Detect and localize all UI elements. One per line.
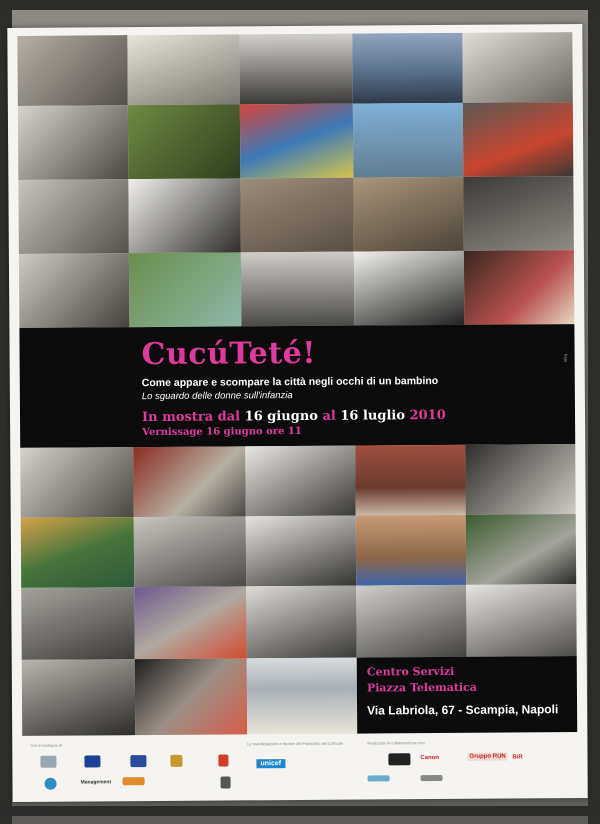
gruppo-logo: Gruppo RUN xyxy=(467,753,507,761)
sponsor-logo xyxy=(123,777,145,785)
comune-logo xyxy=(218,754,228,766)
venue-address: Via Labriola, 67 - Scampia, Napoli xyxy=(367,702,559,718)
photo-fountain xyxy=(353,103,464,178)
photo-street-people xyxy=(240,178,354,253)
photo-baby-bw xyxy=(18,105,129,180)
photo-sea xyxy=(352,33,462,104)
dates-part: In mostra dal xyxy=(141,409,245,426)
footer-label-right: Realizzato in collaborazione con xyxy=(367,740,425,746)
photo-child-ground xyxy=(22,659,136,736)
region-logo xyxy=(130,755,146,767)
photo-man-bicycle xyxy=(133,446,245,517)
eu-flag-logo xyxy=(84,755,100,767)
dates-part: 16 giugno xyxy=(244,408,318,425)
photo-car-kids xyxy=(135,658,248,735)
sponsor-logo xyxy=(45,778,57,790)
poster-subtitle: Come appare e scompare la città negli occhi di un bambino xyxy=(141,375,439,390)
photo-girl-blonde xyxy=(134,586,246,659)
dates-part: al xyxy=(317,408,341,424)
poster-title: CucúTeté! xyxy=(141,335,317,373)
photo-woman-bw xyxy=(245,446,355,517)
venue-block xyxy=(357,656,578,734)
photo-boy-bike xyxy=(246,516,356,587)
photo-statue xyxy=(21,587,134,660)
unicef-logo: unicef xyxy=(256,759,285,768)
photo-girl-gate xyxy=(465,444,575,515)
photo-boy-papers xyxy=(20,447,133,518)
photo-scooter-kids xyxy=(246,586,356,659)
railing-bar xyxy=(588,0,600,824)
sponsor-logo xyxy=(421,775,443,781)
side-credit: fuga xyxy=(563,354,569,362)
photo-beach xyxy=(247,658,358,735)
photo-brick-window xyxy=(355,445,465,516)
photo-playground-color xyxy=(21,517,134,588)
photo-doorway xyxy=(354,251,465,326)
photo-mural xyxy=(240,104,354,179)
canon-logo: Canon xyxy=(420,755,440,762)
poster-subtitle-italic: Lo sguardo delle donne sull'infanzia xyxy=(141,390,293,403)
photo-street-puddle xyxy=(241,252,355,327)
unesco-logo xyxy=(221,776,231,788)
sponsor-logo xyxy=(368,775,390,781)
exhibition-poster xyxy=(7,24,587,802)
railing-rail xyxy=(0,806,600,816)
sponsor-footer xyxy=(22,736,577,796)
photo-child-window xyxy=(356,585,466,658)
dates-part: 16 luglio xyxy=(340,408,406,424)
photo-child-green xyxy=(129,252,242,327)
dates-part: 2010 xyxy=(404,407,446,424)
photo-girl-tree xyxy=(128,178,241,253)
railing-rail xyxy=(0,0,600,10)
photo-scooters xyxy=(239,34,352,105)
exhibition-dates xyxy=(142,408,446,425)
venue-name: Centro Servizi xyxy=(366,664,455,679)
management-logo: Management xyxy=(80,779,112,786)
photo-wall-boy xyxy=(356,515,466,586)
bir-logo: BiR xyxy=(512,754,523,761)
photo-fence xyxy=(462,32,572,103)
footer-label-center: Le manifestazioni e mostre del Patrocinio del Comune xyxy=(247,740,344,747)
vernissage-text: Vernissage 16 giugno ore 11 xyxy=(142,425,302,439)
photo-rocking-horse xyxy=(463,102,574,177)
photo-tire xyxy=(466,514,576,585)
photo-mother-child xyxy=(127,34,239,105)
title-band xyxy=(19,324,575,448)
footer-label-left: Con il sostegno di xyxy=(30,742,63,748)
photo-street-kids xyxy=(17,35,127,106)
venue-place: Piazza Telematica xyxy=(366,680,477,695)
province-logo xyxy=(170,755,182,767)
sponsor-logo xyxy=(388,753,410,765)
photo-crowd-street xyxy=(134,516,246,587)
sponsor-logo xyxy=(40,756,56,768)
photo-stairs xyxy=(353,177,464,252)
photo-baby-sling xyxy=(19,253,130,328)
photo-dancers xyxy=(466,584,577,657)
photo-girl-smiling xyxy=(464,250,575,325)
photo-playground-bw xyxy=(463,176,574,251)
photo-mother-nursing xyxy=(18,179,129,254)
photo-child-garden xyxy=(128,104,241,179)
